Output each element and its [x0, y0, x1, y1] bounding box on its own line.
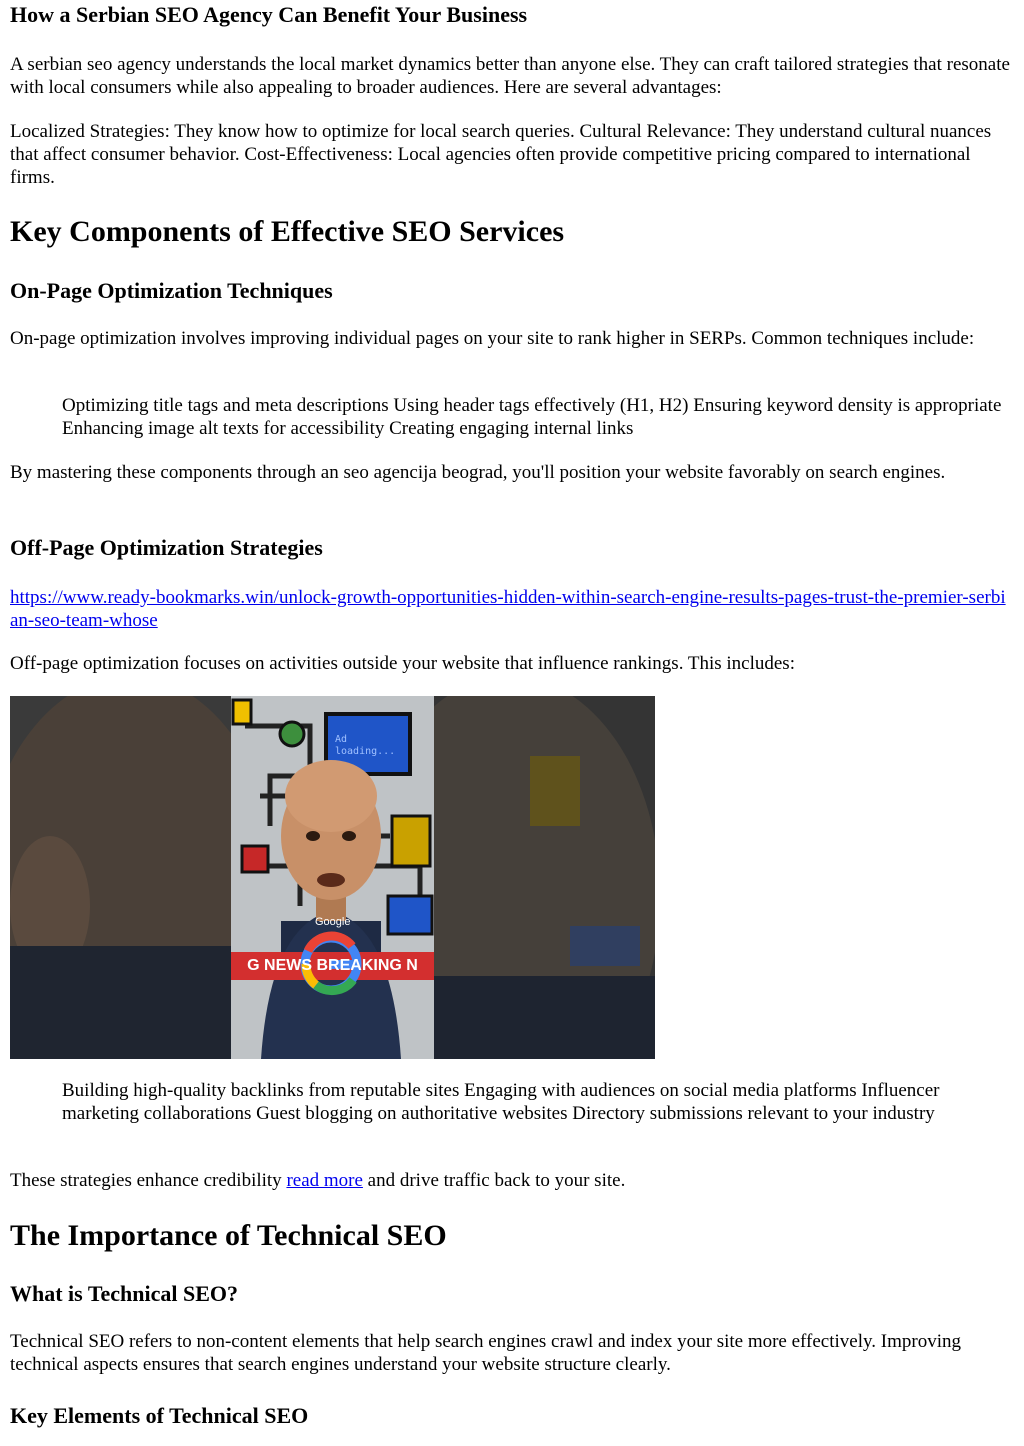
heading-offpage: Off-Page Optimization Strategies: [10, 535, 323, 560]
heading-key-elements: Key Elements of Technical SEO: [10, 1403, 309, 1428]
breaking-news-ticker: G NEWS BREAKING N: [247, 957, 418, 974]
list-offpage: Building high-quality backlinks from reputable sites Engaging with audiences on social media platforms Influencer marketing collaborations Guest blogging on authoritative websites Directory submissions relevant to your industry: [62, 1080, 940, 1124]
list-onpage: Optimizing title tags and meta descriptions Using header tags effectively (H1, H2) Ensuring keyword density is appropriate Enhancing image alt texts for accessibility Creating engaging internal links: [62, 395, 1002, 439]
paragraph-intro: A serbian seo agency understands the local market dynamics better than anyone else. They can craft tailored strategies that resonate with local consumers while also appealing to broader audiences. Here are several advantages:: [10, 54, 1010, 98]
paragraph-credibility: [10, 1169, 1014, 1192]
paragraph-onpage: On-page optimization involves improving individual pages on your site to rank higher in SERPs. Common techniques include:: [10, 328, 975, 349]
heading-benefit: How a Serbian SEO Agency Can Benefit Your Business: [10, 2, 528, 27]
credibility-text-after: and drive traffic back to your site.: [362, 1170, 626, 1191]
google-label: Google: [315, 916, 351, 928]
heading-key-components: Key Components of Effective SEO Services: [10, 215, 565, 248]
heading-importance: The Importance of Technical SEO: [10, 1219, 447, 1252]
video-frame-graphic: [10, 696, 655, 1059]
paragraph-offpage: Off-page optimization focuses on activities outside your website that influence rankings. This includes:: [10, 653, 795, 674]
paragraph-mastering: By mastering these components through an seo agencija beograd, you'll position your website favorably on search engines.: [10, 462, 946, 483]
video-thumbnail[interactable]: [10, 696, 655, 1059]
credibility-text-before: These strategies enhance credibility: [10, 1170, 287, 1191]
paragraph-technical: Technical SEO refers to non-content elements that help search engines crawl and index your site more effectively. Improving technical aspects ensures that search engines understand your website structure clearly.: [10, 1331, 961, 1375]
heading-what-is: What is Technical SEO?: [10, 1281, 239, 1306]
ad-loading-text: Ad loading...: [335, 734, 396, 757]
resource-link[interactable]: https://www.ready-bookmarks.win/unlock-growth-opportunities-hidden-within-search-engine-results-pages-trust-the-premier-serbian-seo-team-whose: [10, 587, 1006, 631]
heading-onpage: On-Page Optimization Techniques: [10, 278, 333, 303]
read-more-link[interactable]: read more: [286, 1170, 363, 1191]
paragraph-advantages: Localized Strategies: They know how to optimize for local search queries. Cultural Relevance: They understand cultural nuances that affect consumer behavior. Cost-Effectiveness: Local agencies often provide competitive pricing compared to international firms.: [10, 121, 992, 188]
